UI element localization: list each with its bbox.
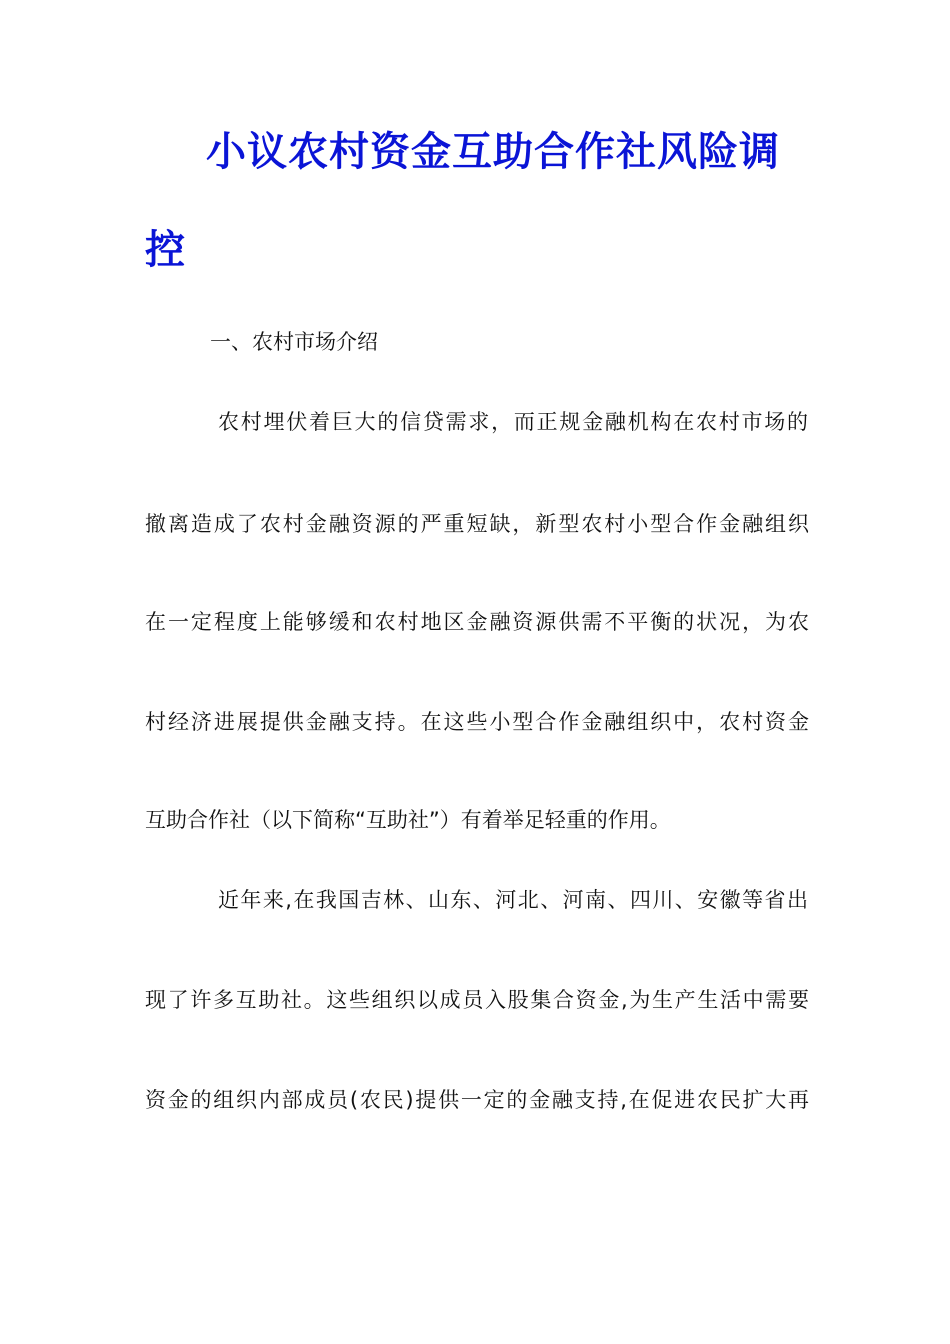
paragraph-1-line-5: 互助合作社（以下简称“互助社”）有着举足轻重的作用。 xyxy=(145,808,671,832)
paragraph-1-line-1: 农村埋伏着巨大的信贷需求，而正规金融机构在农村市场的 xyxy=(218,410,808,434)
paragraph-2-line-2: 现了许多互助社。这些组织以成员入股集合资金,为生产生活中需要 xyxy=(145,988,809,1012)
paragraph-2-line-3: 资金的组织内部成员(农民)提供一定的金融支持,在促进农民扩大再 xyxy=(145,1088,809,1112)
paragraph-2-line-1: 近年来,在我国吉林、山东、河北、河南、四川、安徽等省出 xyxy=(218,888,808,912)
paragraph-1-line-4: 村经济进展提供金融支持。在这些小型合作金融组织中，农村资金 xyxy=(145,710,809,734)
paragraph-1-line-3: 在一定程度上能够缓和农村地区金融资源供需不平衡的状况，为农 xyxy=(145,610,809,634)
paragraph-1-line-2: 撤离造成了农村金融资源的严重短缺，新型农村小型合作金融组织 xyxy=(145,512,809,536)
document-title-line-2: 控 xyxy=(145,226,185,273)
document-title-line-1: 小议农村资金互助合作社风险调 xyxy=(206,128,780,175)
section-heading: 一、农村市场介绍 xyxy=(210,330,378,354)
